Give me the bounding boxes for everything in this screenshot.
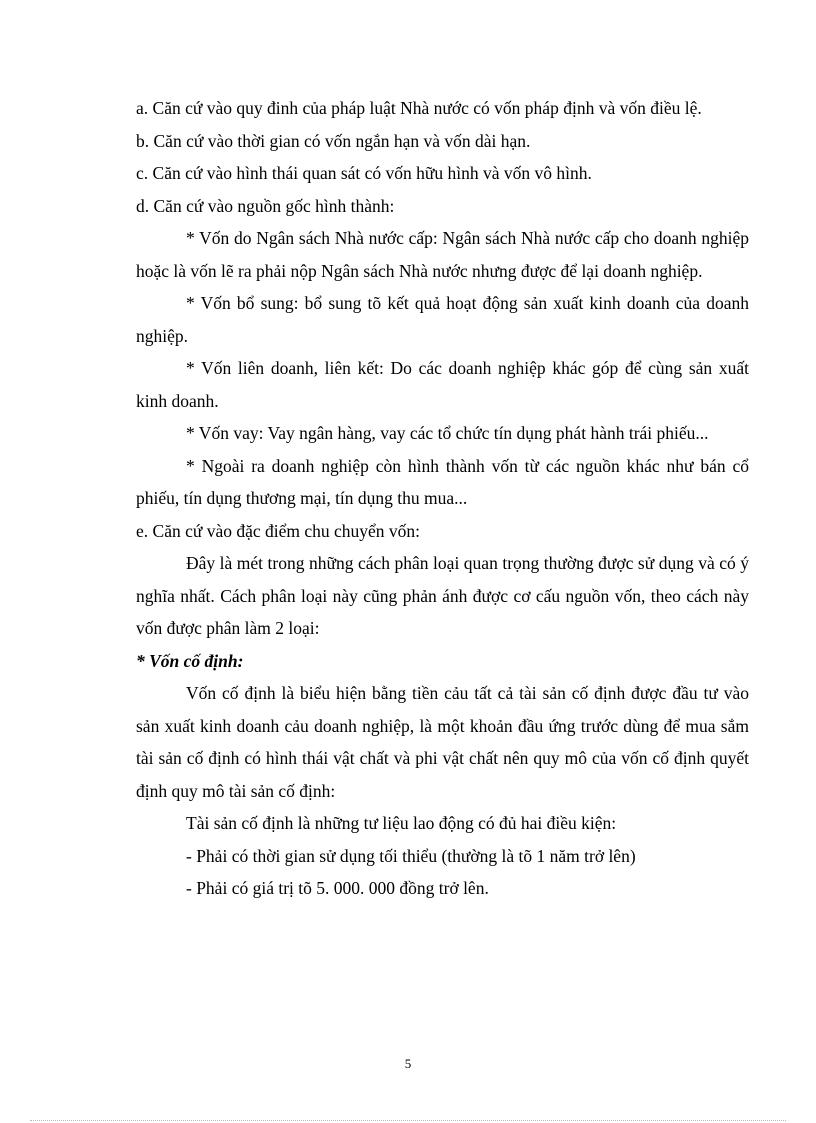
classification-intro: Đây là mét trong những cách phân loại quan trọng thường được sử dụng và có ý nghĩa nhất. Cách phân loại này cũng phản ánh được cơ cấu nguồn vốn, theo cách này vốn được phân làm 2 loại:	[136, 553, 749, 638]
item-b-time-basis: b. Căn cứ vào thời gian có vốn ngắn hạn và vốn dài hạn.	[136, 130, 531, 151]
bullet-loan-capital: * Vốn vay: Vay ngân hàng, vay các tổ chức tín dụng phát hành trái phiếu...	[186, 423, 709, 443]
page-bottom-divider	[30, 1120, 786, 1121]
page-number: 5	[404, 1056, 412, 1071]
fixed-capital-definition: Vốn cố định là biểu hiện bằng tiền cảu tất cả tài sản cố định được đầu tư vào sản xuất kinh doanh cảu doanh nghiệp, là một khoản đầu ứng trước dùng để mua sắm tài sản cố định có hình thái vật chất và phi vật chất nên quy mô của vốn cố định quyết định quy mô tài sản cố định:	[136, 683, 749, 801]
item-d-origin-basis: d. Căn cứ vào nguồn gốc hình thành:	[136, 195, 395, 216]
bullet-other-sources: * Ngoài ra doanh nghiệp còn hình thành vốn từ các nguồn khác như bán cổ phiếu, tín dụng thương mại, tín dụng thu mua...	[136, 455, 749, 508]
fixed-asset-conditions-intro: Tài sản cố định là những tư liệu lao động có đủ hai điều kiện:	[186, 813, 617, 833]
condition-value: - Phải có giá trị tõ 5. 000. 000 đồng trở lên.	[186, 878, 489, 898]
item-c-form-basis: c. Căn cứ vào hình thái quan sát có vốn hữu hình và vốn vô hình.	[136, 163, 592, 183]
item-e-circulation-basis: e. Căn cứ vào đặc điểm chu chuyển vốn:	[136, 520, 421, 541]
condition-usage-time: - Phải có thời gian sử dụng tối thiểu (thường là tõ 1 năm trở lên)	[186, 845, 636, 866]
body-text	[136, 92, 749, 905]
bullet-supplementary-capital: * Vốn bổ sung: bổ sung tõ kết quả hoạt động sản xuất kinh doanh của doanh nghiệp.	[136, 293, 749, 346]
bullet-state-budget-capital: * Vốn do Ngân sách Nhà nước cấp: Ngân sách Nhà nước cấp cho doanh nghiệp hoặc là vốn lẽ ra phải nộp Ngân sách Nhà nước nhưng được để lại doanh nghiệp.	[136, 228, 749, 281]
bullet-joint-venture-capital: * Vốn liên doanh, liên kết: Do các doanh nghiệp khác góp để cùng sản xuất kinh doanh.	[136, 358, 749, 411]
fixed-capital-heading: * Vốn cố định:	[136, 650, 244, 671]
item-a-legal-basis: a. Căn cứ vào quy đinh của pháp luật Nhà nước có vốn pháp định và vốn điều lệ.	[136, 98, 702, 118]
